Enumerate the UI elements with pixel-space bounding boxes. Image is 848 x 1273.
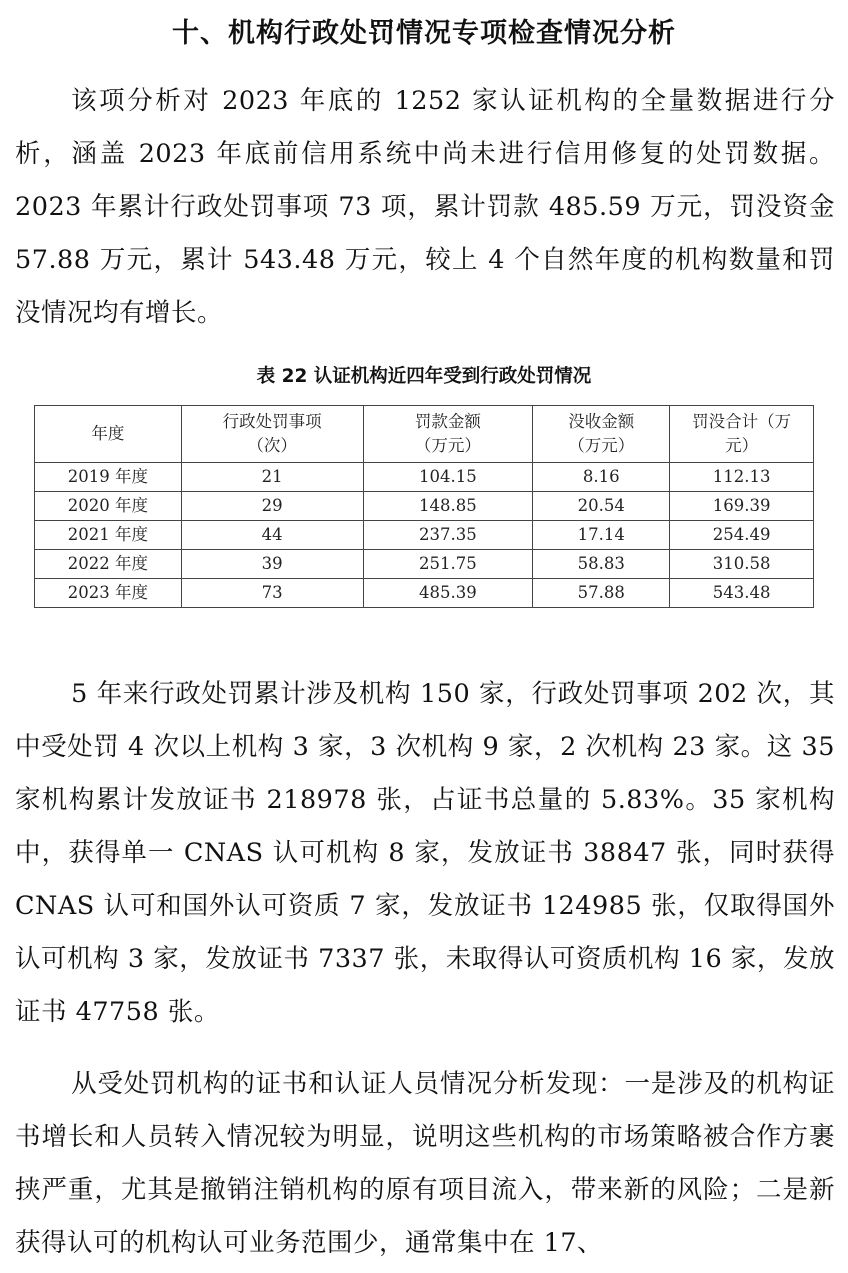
header-confiscation-amount	[533, 406, 670, 463]
cell-year: 2019 年度	[35, 463, 182, 492]
header-total	[670, 406, 814, 463]
header-fine-amount-line1: 罚款金额	[414, 412, 481, 431]
cell-fine-amount: 148.85	[363, 492, 533, 521]
cell-fine-amount: 251.75	[363, 550, 533, 579]
cell-penalty-count: 73	[181, 579, 363, 608]
header-penalty-count-line1: 行政处罚事项	[222, 412, 322, 431]
cell-year: 2022 年度	[35, 550, 182, 579]
cell-total: 254.49	[670, 521, 814, 550]
cell-penalty-count: 44	[181, 521, 363, 550]
cell-penalty-count: 29	[181, 492, 363, 521]
header-total-line1: 罚没合计（万	[692, 412, 792, 431]
cell-fine-amount: 485.39	[363, 579, 533, 608]
cell-year: 2020 年度	[35, 492, 182, 521]
cell-confiscation-amount: 20.54	[533, 492, 670, 521]
header-confiscation-line2: （万元）	[568, 436, 635, 455]
table-row	[35, 492, 814, 521]
header-year-label: 年度	[91, 424, 125, 443]
cell-confiscation-amount: 57.88	[533, 579, 670, 608]
cell-year: 2023 年度	[35, 579, 182, 608]
header-fine-amount	[363, 406, 533, 463]
cell-total: 112.13	[670, 463, 814, 492]
paragraph-summary: 该项分析对 2023 年底的 1252 家认证机构的全量数据进行分析，涵盖 2023 年底前信用系统中尚未进行信用修复的处罚数据。2023 年累计行政处罚事项 73 项，累计罚款 485.59 万元，罚没资金 57.88 万元，累计 543.48 万元，较上 4 个自然年度的机构数量和罚没情况均有增长。	[15, 86, 835, 328]
cell-total: 310.58	[670, 550, 814, 579]
section-heading: 十、机构行政处罚情况专项检查情况分析	[172, 18, 676, 49]
cell-year: 2021 年度	[35, 521, 182, 550]
table-caption: 表 22 认证机构近四年受到行政处罚情况	[256, 366, 592, 387]
cell-fine-amount: 104.15	[363, 463, 533, 492]
header-penalty-count-line2: （次）	[247, 436, 297, 455]
table-row	[35, 463, 814, 492]
table-row	[35, 521, 814, 550]
header-confiscation-line1: 没收金额	[568, 412, 635, 431]
paragraph-findings: 从受处罚机构的证书和认证人员情况分析发现：一是涉及的机构证书增长和人员转入情况较为明显，说明这些机构的市场策略被合作方裹挟严重，尤其是撤销注销机构的原有项目流入，带来新的风险；二是新获得认可的机构认可业务范围少，通常集中在 17、	[15, 1069, 835, 1258]
cell-total: 543.48	[670, 579, 814, 608]
cell-confiscation-amount: 17.14	[533, 521, 670, 550]
paragraph-five-year-analysis: 5 年来行政处罚累计涉及机构 150 家，行政处罚事项 202 次，其中受处罚 4 次以上机构 3 家，3 次机构 9 家，2 次机构 23 家。这 35 家机构累计发放证书 218978 张，占证书总量的 5.83%。35 家机构中，获得单一 CNAS 认可机构 8 家，发放证书 38847 张，同时获得 CNAS 认可和国外认可资质 7 家，发放证书 124985 张，仅取得国外认可机构 3 家，发放证书 7337 张，未取得认可资质机构 16 家，发放证书 47758 张。	[15, 679, 835, 1027]
header-fine-amount-line2: （万元）	[414, 436, 481, 455]
cell-confiscation-amount: 58.83	[533, 550, 670, 579]
header-year	[35, 406, 182, 463]
table-header-row	[35, 406, 814, 463]
table-row	[35, 579, 814, 608]
cell-total: 169.39	[670, 492, 814, 521]
cell-penalty-count: 21	[181, 463, 363, 492]
cell-confiscation-amount: 8.16	[533, 463, 670, 492]
cell-penalty-count: 39	[181, 550, 363, 579]
table-row	[35, 550, 814, 579]
cell-fine-amount: 237.35	[363, 521, 533, 550]
header-total-line2: 元）	[725, 436, 759, 455]
header-penalty-count	[181, 406, 363, 463]
penalty-table	[34, 405, 814, 608]
